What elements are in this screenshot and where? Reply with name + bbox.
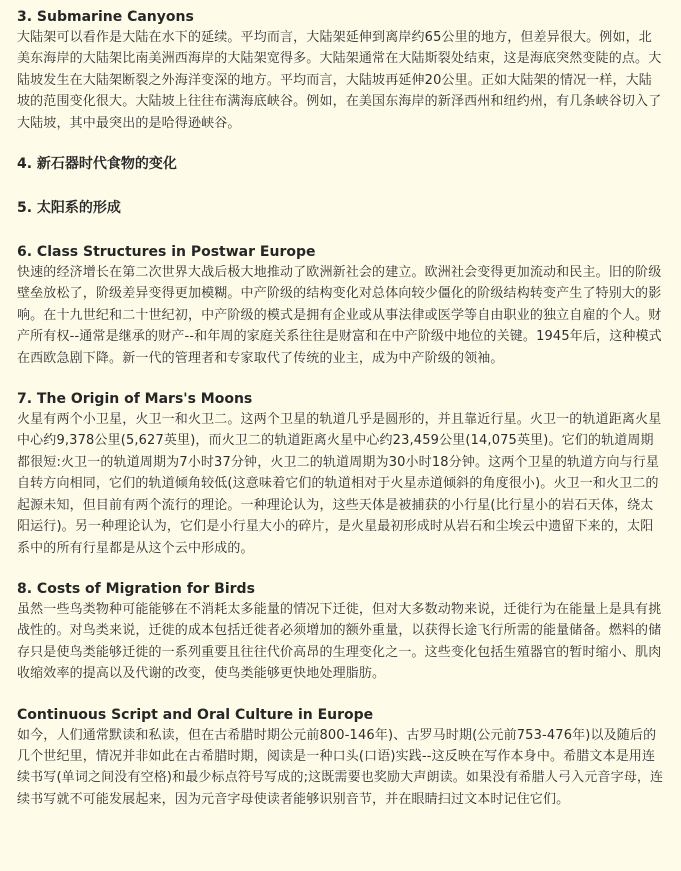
section-heading: 4. 新石器时代食物的变化 xyxy=(17,156,177,173)
section-class-structures xyxy=(17,242,664,369)
section-heading: 3. Submarine Canyons xyxy=(17,9,194,25)
section-heading: 6. Class Structures in Postwar Europe xyxy=(17,244,316,261)
section-paragraph: 火星有两个小卫星，火卫一和火卫二。这两个卫星的轨道几乎是圆形的，并且靠近行星。火卫一的轨道距离火星中心约9,378公里(5,627英里)，而火卫二的轨道距离火星中心约23,459公里(14,075英里)。它们的轨道周期都很短:火卫一的轨道周期为7小时37分钟，火卫二的轨道周期为30小时18分钟。这两个卫星的轨道方向与行星自转方向相同，它们的轨道倾角较低(这意味着它们的轨道相对于火星赤道倾斜的角度很小)。火卫一和火卫二的起源未知，但目前有两个流行的理论。一种理论认为，这些天体是被捕获的小行星(比行星小的岩石天体，绕太阳运行)。另一种理论认为，它们是小行星大小的碎片，是火星最初形成时从岩石和尘埃云中遗留下来的，太阳系中的所有行星都是从这个云中形成的。 xyxy=(17,412,662,556)
section-paragraph: 大陆架可以看作是大陆在水下的延续。平均而言，大陆架延伸到离岸约65公里的地方，但差异很大。例如，北美东海岸的大陆架比南美洲西海岸的大陆架宽得多。大陆架通常在大陆斯裂处结束，这是海底突然变陡的点。大陆坡发生在大陆架断裂之外海洋变深的地方。平均而言，大陆坡再延伸20公里。正如大陆架的情况一样，大陆坡的范围变化很大。大陆坡上往往布满海底峡谷。例如，在美国东海岸的新泽西州和纽约州，有几条峡谷切入了大陆坡，其中最突出的是哈得逊峡谷。 xyxy=(17,30,662,131)
section-continuous-script xyxy=(17,705,664,811)
section-bird-migration xyxy=(17,579,664,685)
section-neolithic-food xyxy=(17,154,664,174)
section-paragraph: 快速的经济增长在第二次世界大战后极大地推动了欧洲新社会的建立。欧洲社会变得更加流动和民主。旧的阶级壁垒放松了，阶级差异变得更加模糊。中产阶级的结构变化对总体向较少僵化的阶级结构转变产生了特别大的影响。在十九世纪和二十世纪初，中产阶级的模式是拥有企业或从事法律或医学等自由职业的独立自雇的个人。财产所有权--通常是继承的财产--和年周的家庭关系往往是财富和在中产阶级中地位的关键。1945年后，这种模式在西欧急剧下降。新一代的管理者和专家取代了传统的业主，成为中产阶级的领袖。 xyxy=(17,265,662,366)
section-mars-moons xyxy=(17,389,664,559)
section-heading: 7. The Origin of Mars's Moons xyxy=(17,391,253,408)
section-solar-system xyxy=(17,198,664,218)
section-paragraph: 虽然一些鸟类物种可能能够在不消耗太多能量的情况下迁徙，但对大多数动物来说，迁徙行为在能量上是具有挑战性的。对鸟类来说，迁徙的成本包括迁徙者必须增加的额外重量，以获得长途飞行所需的能量储备。燃料的储存只是使鸟类能够迁徙的一系列重要且往往代价高昂的生理变化之一。这些变化包括生殖器官的暂时缩小、肌肉收缩效率的提高以及代谢的改变，使鸟类能够更快地处理脂肪。 xyxy=(17,601,662,682)
section-heading: 5. 太阳系的形成 xyxy=(17,200,121,217)
section-heading: Continuous Script and Oral Culture in Europe xyxy=(17,706,374,723)
section-heading: 8. Costs of Migration for Birds xyxy=(17,580,255,597)
section-paragraph: 如今，人们通常默读和私读，但在古希腊时期公元前800-146年)、古罗马时期(公元前753-476年)以及随后的几个世纪里，情况并非如此在古希腊时期，阅读是一种口头(口语)实践--这反映在写作本身中。希腊文本是用连续书写(单词之间没有空格)和最少标点符号写成的;这既需要也奖励大声朗读。如果没有希腊人弓入元音字母，连续书写就不可能发展起来，因为元音字母使读者能够识别音节，并在眼睛扫过文本时记住它们。 xyxy=(17,727,664,807)
section-submarine-canyons xyxy=(17,7,664,134)
